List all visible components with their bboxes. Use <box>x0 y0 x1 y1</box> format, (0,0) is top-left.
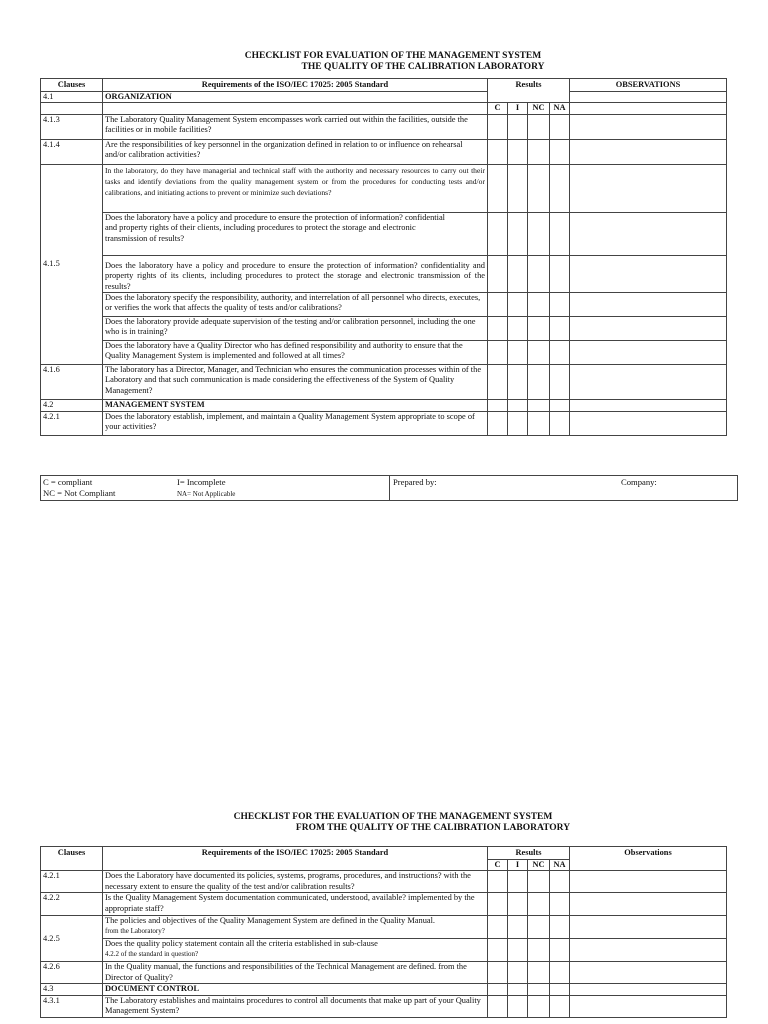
observations-header: Observations <box>570 847 727 871</box>
checklist-table-2 <box>40 846 727 1018</box>
title-line-2: FROM THE QUALITY OF THE CALIBRATION LABORATORY <box>295 823 571 833</box>
observation-cell[interactable] <box>570 962 727 984</box>
observation-cell[interactable] <box>570 893 727 916</box>
table-row <box>41 255 727 292</box>
observation-cell[interactable] <box>570 212 727 255</box>
requirements-header: Requirements of the ISO/IEC 17025: 2005 Standard <box>103 847 488 871</box>
requirement-cell: Are the responsibilities of key personnel in the organization defined in relation to or influence on rehearsal and/or calibration activities? <box>103 139 488 164</box>
table-row <box>41 939 727 962</box>
result-c-cell[interactable] <box>488 139 508 164</box>
table-row <box>41 293 727 317</box>
prepared-by-label[interactable]: Prepared by: <box>393 477 437 487</box>
observation-cell[interactable] <box>570 984 727 995</box>
table-row <box>41 916 727 939</box>
table-row <box>41 92 727 103</box>
result-nc-cell[interactable] <box>528 139 550 164</box>
result-i-cell[interactable] <box>508 164 528 212</box>
result-na-cell[interactable] <box>550 164 570 212</box>
clause-cell: 4.3 <box>41 984 103 995</box>
result-nc-cell[interactable] <box>528 164 550 212</box>
result-na-cell[interactable] <box>550 139 570 164</box>
clause-cell: 4.2.1 <box>41 871 103 893</box>
results-header: Results <box>488 847 570 860</box>
table-row <box>41 365 727 400</box>
requirement-cell: Does the laboratory establish, implement, and maintain a Quality Management System appropriate to scope of your activities? <box>103 412 488 436</box>
clause-cell: 4.1.4 <box>41 139 103 164</box>
observation-cell[interactable] <box>570 412 727 436</box>
checklist-title-1 <box>40 51 746 73</box>
result-c-cell[interactable] <box>488 164 508 212</box>
observation-cell[interactable] <box>570 255 727 292</box>
observation-cell[interactable] <box>570 939 727 962</box>
table-row <box>41 995 727 1017</box>
table-row <box>41 212 727 255</box>
legend-incomplete: I= Incomplete <box>177 477 226 487</box>
table-row <box>41 962 727 984</box>
header-row <box>41 79 727 92</box>
legend-not-applicable: NA= Not Applicable <box>177 490 236 498</box>
observation-cell[interactable] <box>570 293 727 317</box>
clause-cell: 4.3.1 <box>41 995 103 1017</box>
observation-cell[interactable] <box>570 317 727 341</box>
table-row <box>41 114 727 139</box>
observation-cell[interactable] <box>570 871 727 893</box>
result-na-header: NA <box>550 860 570 871</box>
result-i-header: I <box>508 860 528 871</box>
result-i-cell[interactable] <box>508 139 528 164</box>
result-c-header: C <box>488 103 508 114</box>
observations-header: OBSERVATIONS <box>570 79 727 92</box>
result-nc-header: NC <box>528 103 550 114</box>
result-na-cell[interactable] <box>550 114 570 139</box>
checklist-table-1 <box>40 78 727 436</box>
clause-cell: 4.1.5 <box>41 164 103 364</box>
clauses-header: Clauses <box>41 847 103 871</box>
result-i-cell[interactable] <box>508 114 528 139</box>
requirement-cell: Does the laboratory have a Quality Director who has defined responsibility and authority to ensure that the Quality Management System is implemented and followed at all times? <box>103 341 488 365</box>
result-c-cell[interactable] <box>488 114 508 139</box>
table-row <box>41 164 727 212</box>
result-na-header: NA <box>550 103 570 114</box>
section-heading: MANAGEMENT SYSTEM <box>103 400 488 412</box>
table-row <box>41 871 727 893</box>
observation-cell[interactable] <box>570 114 727 139</box>
title-line-1: CHECKLIST FOR EVALUATION OF THE MANAGEMENT SYSTEM <box>244 51 542 61</box>
observation-cell[interactable] <box>570 139 727 164</box>
table-row <box>41 893 727 916</box>
requirement-cell: Does the Laboratory have documented its policies, systems, programs, procedures, and instructions? with the necessary extent to ensure the quality of the test and/or calibration results? <box>103 871 488 893</box>
requirement-cell: Does the laboratory specify the responsibility, authority, and interrelation of all personnel who directs, executes, or verifies the work that affects the quality of tests and/or calibrations? <box>103 293 488 317</box>
result-nc-header: NC <box>528 860 550 871</box>
requirement-cell: The policies and objectives of the Quality Management System are defined in the Quality Manual. from the Laboratory? <box>103 916 488 939</box>
clause-cell: 4.2.1 <box>41 412 103 436</box>
clause-cell: 4.1.3 <box>41 114 103 139</box>
requirement-cell: The laboratory has a Director, Manager, and Technician who ensures the communication processes within of the Laboratory and that such communication is made considering the effectiveness of the System of Quality Management? <box>103 365 488 400</box>
clause-cell: 4.2.5 <box>41 916 103 962</box>
result-i-header: I <box>508 103 528 114</box>
table-row <box>41 412 727 436</box>
legend-box <box>40 475 738 501</box>
title-line-2: THE QUALITY OF THE CALIBRATION LABORATORY <box>301 62 545 72</box>
table-row <box>41 139 727 164</box>
clause-cell: 4.1.6 <box>41 365 103 400</box>
company-label[interactable]: Company: <box>621 477 657 487</box>
table-row <box>41 341 727 365</box>
results-subheader-row <box>41 103 727 114</box>
requirement-cell: Does the laboratory have a policy and procedure to ensure the protection of information? confidential and property rights of their clients, including procedures to protect the storage and electronic transmission of results? <box>103 212 488 255</box>
table-row <box>41 317 727 341</box>
observation-cell[interactable] <box>570 365 727 400</box>
clause-cell: 4.2.2 <box>41 893 103 916</box>
requirement-cell: In the Quality manual, the functions and responsibilities of the Technical Management are defined. from the Director of Quality? <box>103 962 488 984</box>
legend-not-compliant: NC = Not Compliant <box>43 488 116 498</box>
clauses-header: Clauses <box>41 79 103 92</box>
observation-cell[interactable] <box>570 164 727 212</box>
requirement-cell: Does the laboratory provide adequate supervision of the testing and/or calibration personnel, including the one who is in training? <box>103 317 488 341</box>
clause-cell: 4.2 <box>41 400 103 412</box>
title-line-1: CHECKLIST FOR THE EVALUATION OF THE MANAGEMENT SYSTEM <box>233 812 553 822</box>
section-heading: DOCUMENT CONTROL <box>103 984 488 995</box>
legend-compliant: C = compliant <box>43 477 93 487</box>
requirement-cell: The Laboratory Quality Management System encompasses work carried out within the facilities, outside the facilities or in mobile facilities? <box>103 114 488 139</box>
requirement-cell: Does the quality policy statement contain all the criteria established in sub-clause 4.2.2 of the standard in question? <box>103 939 488 962</box>
observation-cell[interactable] <box>570 341 727 365</box>
section-heading: ORGANIZATION <box>103 92 488 103</box>
table-row <box>41 984 727 995</box>
checklist-title-2 <box>40 812 746 834</box>
observation-cell[interactable] <box>570 995 727 1017</box>
requirement-cell: In the laboratory, do they have managerial and technical staff with the authority and necessary resources to carry out their tasks and identify deviations from the quality management system or from the procedures for conducting tests and/or calibrations, and initiating actions to prevent or minimize such deviations? <box>103 164 488 212</box>
requirement-cell: Does the laboratory have a policy and procedure to ensure the protection of information? confidentiality and property rights of its clients, including procedures to protect the storage and electronic transmission of the results? <box>103 255 488 292</box>
requirements-header: Requirements of the ISO/IEC 17025: 2005 Standard <box>103 79 488 92</box>
table-row <box>41 400 727 412</box>
observation-cell[interactable] <box>570 916 727 939</box>
result-nc-cell[interactable] <box>528 114 550 139</box>
header-row <box>41 847 727 860</box>
clause-cell: 4.1 <box>41 92 103 103</box>
clause-cell: 4.2.6 <box>41 962 103 984</box>
legend-divider <box>389 476 391 500</box>
result-c-header: C <box>488 860 508 871</box>
results-header: Results <box>488 79 570 92</box>
requirement-cell: The Laboratory establishes and maintains procedures to control all documents that make up part of your Quality Management System? <box>103 995 488 1017</box>
observation-cell[interactable] <box>570 400 727 412</box>
requirement-cell: Is the Quality Management System documentation communicated, understood, available? implemented by the appropriate staff? <box>103 893 488 916</box>
